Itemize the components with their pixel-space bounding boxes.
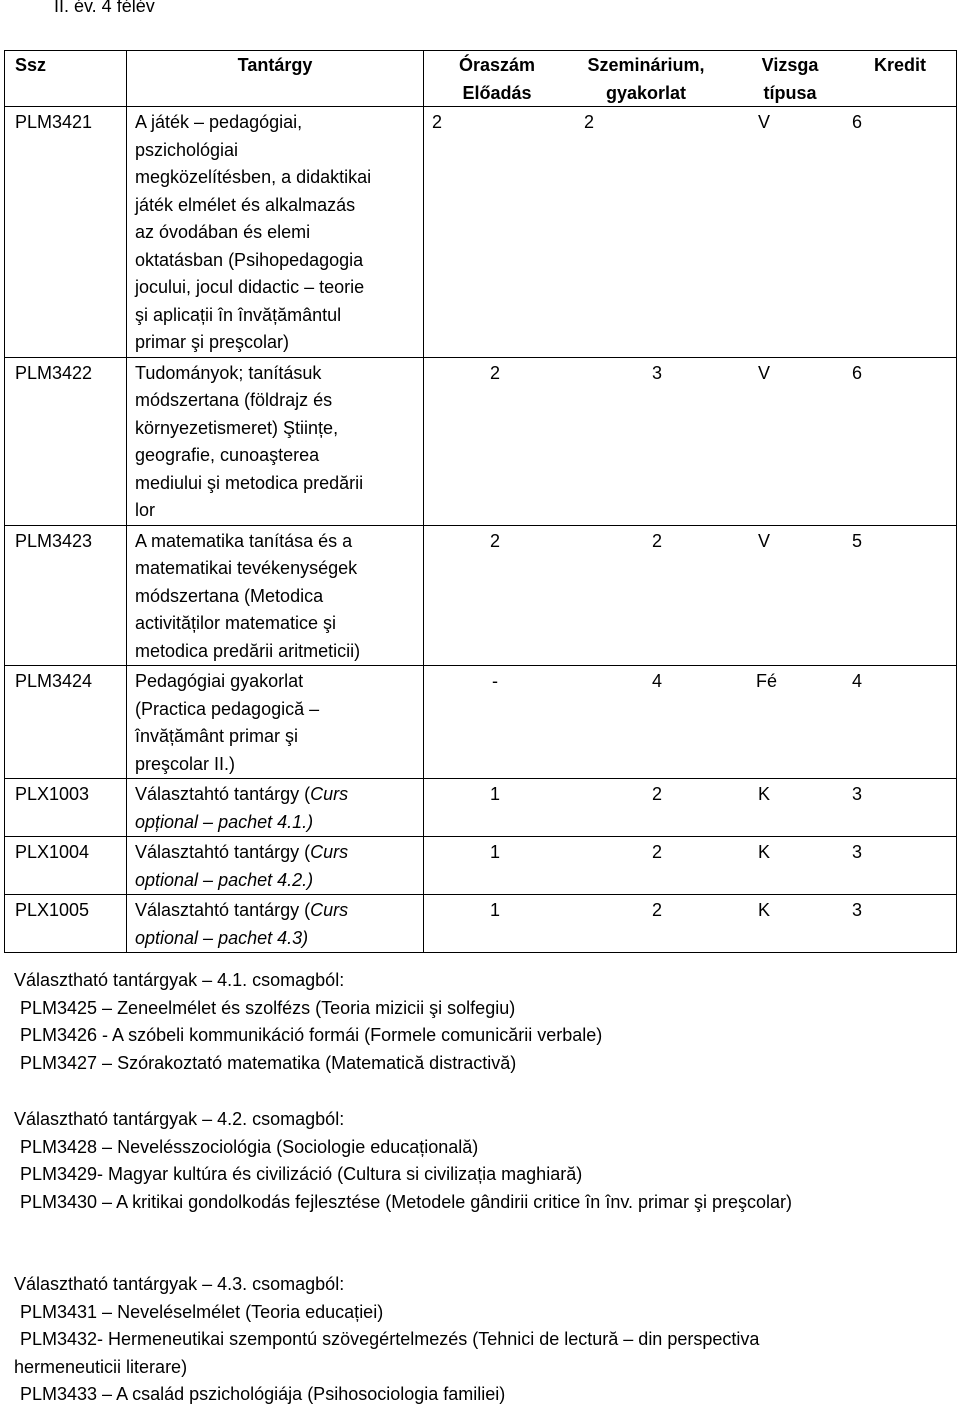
subject-line: mediului şi metodica predării [135, 472, 364, 493]
seminar-hours: 2 [584, 112, 595, 132]
credit-value: 4 [852, 671, 863, 691]
subject-line: activităților matematice şi [135, 613, 337, 633]
page-title: II. év. 4 félév [54, 0, 155, 16]
elective-item: PLM3428 – Nevelésszociológia (Sociologie educațională) [20, 1136, 479, 1157]
subject-line: oktatásban (Psihopedagogia [135, 249, 364, 270]
table-row [5, 357, 957, 525]
row-subject [127, 357, 424, 525]
elective-group-4-2 [14, 1106, 954, 1216]
header-lecture: Előadás [462, 82, 532, 103]
elective-item: PLM3431 – Neveléselmélet (Teoria educației) [20, 1301, 384, 1322]
elective-item: PLM3425 – Zeneelmélet és szolfézs (Teoria mizicii şi solfegiu) [20, 997, 516, 1018]
elective-item: hermeneuticii literare) [14, 1356, 188, 1377]
credit-value: 3 [852, 900, 863, 920]
row-numbers [424, 895, 957, 953]
row-code: PLM3423 [5, 525, 127, 666]
subject-line: lor [135, 500, 156, 520]
seminar-hours: 4 [652, 671, 663, 691]
header-credit: Kredit [873, 55, 926, 75]
row-numbers [424, 525, 957, 666]
subject-line: matematikai tevékenységek [135, 558, 358, 578]
seminar-hours: 2 [652, 842, 663, 862]
row-subject [127, 779, 424, 837]
seminar-hours: 2 [652, 530, 663, 551]
lecture-hours: - [492, 671, 498, 691]
subject-italic: optional – pachet 4.2.) [135, 869, 314, 890]
header-numeric-group [424, 51, 957, 107]
exam-type: K [758, 842, 771, 862]
elective-group-4-1 [14, 967, 954, 1077]
row-numbers [424, 837, 957, 895]
lecture-hours: 2 [490, 530, 501, 551]
seminar-hours: 2 [652, 900, 663, 920]
elective-item: PLM3432- Hermeneutikai szempontú szövegértelmezés (Tehnici de lectură – din perspectiva [20, 1329, 760, 1349]
subject-line: primar şi preşcolar) [135, 332, 290, 352]
elective-item: PLM3433 – A család pszichológiája (Psihosociologia familiei) [20, 1384, 506, 1404]
subject-line: învățământ primar şi [135, 726, 299, 746]
subject-line: Pedagógiai gyakorlat [135, 671, 304, 691]
lecture-hours: 1 [490, 784, 501, 804]
header-practice: gyakorlat [605, 82, 687, 103]
subject-line: preşcolar II.) [135, 753, 236, 774]
elective-group-4-3 [14, 1271, 954, 1409]
row-code: PLX1004 [5, 837, 127, 895]
subject-text: Választahtó tantárgy ( [135, 784, 311, 804]
subject-line: játék elmélet és alkalmazás [135, 194, 356, 215]
lecture-hours: 1 [490, 842, 501, 862]
subject-line: geografie, cunoaşterea [135, 445, 320, 465]
elective-item: PLM3426 - A szóbeli kommunikáció formái (Formele comunicării verbale) [20, 1025, 603, 1045]
row-numbers [424, 357, 957, 525]
subject-line: jocului, jocul didactic – teorie [135, 277, 365, 297]
row-numbers [424, 666, 957, 779]
subject-line: módszertana (földrajz és [135, 390, 333, 410]
row-code: PLX1003 [5, 779, 127, 837]
credit-value: 6 [852, 362, 863, 383]
table-header-row [5, 51, 957, 107]
subject-text: Választahtó tantárgy ( [135, 900, 311, 920]
row-subject [127, 107, 424, 358]
table-row [5, 895, 957, 953]
elective-item: PLM3429- Magyar kultúra és civilizáció (Cultura si civilizația maghiară) [20, 1164, 583, 1184]
credit-value: 6 [852, 112, 863, 132]
credit-value: 3 [852, 784, 863, 804]
elective-item: PLM3430 – A kritikai gondolkodás fejlesztése (Metodele gândirii critice în înv. primar şi preşcolar) [20, 1191, 793, 1212]
row-subject [127, 895, 424, 953]
subject-line: megközelítésben, a didaktikai [135, 167, 372, 187]
subject-line: módszertana (Metodica [135, 585, 324, 606]
table-row [5, 107, 957, 358]
subject-text: Választahtó tantárgy ( [135, 842, 311, 862]
lecture-hours: 1 [490, 900, 501, 920]
subject-line: şi aplicații în învățământul [135, 304, 342, 325]
subject-italic: Curs [310, 784, 349, 804]
seminar-hours: 2 [652, 784, 663, 804]
subject-line: pszichológiai [135, 139, 239, 160]
credit-value: 5 [852, 530, 863, 551]
table-row [5, 779, 957, 837]
subject-line: metodica predării aritmeticii) [135, 640, 361, 661]
row-code: PLM3424 [5, 666, 127, 779]
row-subject [127, 837, 424, 895]
table-row [5, 837, 957, 895]
elective-heading: Választható tantárgyak – 4.1. csomagból: [14, 970, 345, 990]
curriculum-table [4, 50, 957, 953]
elective-heading: Választható tantárgyak – 4.2. csomagból: [14, 1109, 345, 1129]
row-code: PLM3421 [5, 107, 127, 358]
credit-value: 3 [852, 842, 863, 862]
row-subject [127, 666, 424, 779]
lecture-hours: 2 [432, 112, 443, 132]
exam-type: V [758, 530, 771, 551]
row-numbers [424, 107, 957, 358]
header-code: Ssz [5, 51, 127, 107]
table-row [5, 525, 957, 666]
exam-type: K [758, 900, 771, 920]
subject-line: A játék – pedagógiai, [135, 112, 303, 132]
subject-line: környezetismeret) Ştiințe, [135, 417, 339, 438]
subject-line: (Practica pedagogică – [135, 698, 320, 719]
header-seminar: Szeminárium, [587, 55, 705, 75]
subject-line: Tudományok; tanításuk [135, 362, 322, 383]
elective-item: PLM3427 – Szórakoztató matematika (Matematică distractivă) [20, 1052, 517, 1073]
table-row [5, 666, 957, 779]
exam-type: V [758, 112, 771, 132]
subject-italic: optional – pachet 4.3) [135, 927, 309, 948]
row-subject [127, 525, 424, 666]
subject-italic: Curs [310, 900, 349, 920]
subject-line: A matematika tanítása és a [135, 530, 353, 551]
subject-italic: opțional – pachet 4.1.) [135, 811, 314, 832]
seminar-hours: 3 [652, 362, 663, 383]
elective-heading: Választható tantárgyak – 4.3. csomagból: [14, 1274, 345, 1294]
subject-italic: Curs [310, 842, 349, 862]
exam-type: V [758, 362, 771, 383]
row-numbers [424, 779, 957, 837]
header-exam: Vizsga [761, 55, 819, 75]
exam-type: Fé [756, 671, 778, 691]
row-code: PLX1005 [5, 895, 127, 953]
exam-type: K [758, 784, 771, 804]
header-exam-type: típusa [763, 82, 817, 103]
row-code: PLM3422 [5, 357, 127, 525]
subject-line: az óvodában és elemi [135, 222, 311, 242]
header-subject: Tantárgy [127, 51, 424, 107]
header-hours: Óraszám [458, 55, 536, 75]
lecture-hours: 2 [490, 362, 501, 383]
